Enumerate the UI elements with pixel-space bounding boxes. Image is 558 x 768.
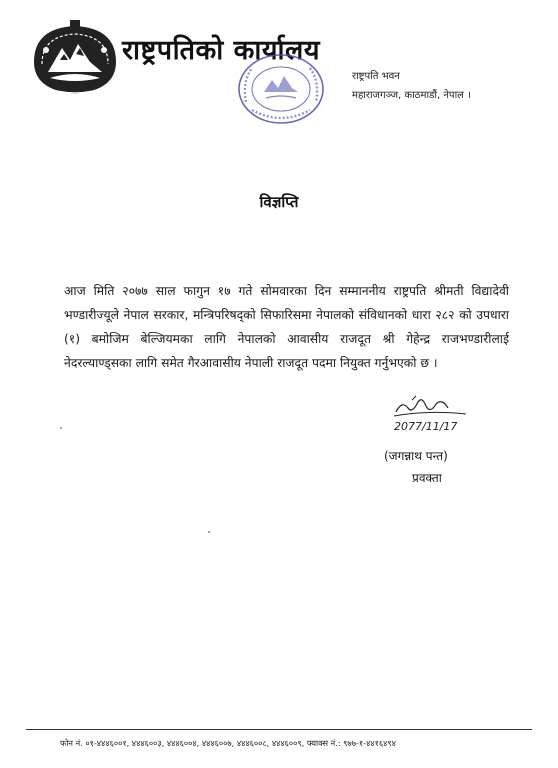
- signature-date: 2077/11/17: [394, 420, 458, 433]
- scan-speck: [60, 427, 62, 429]
- address-line-2: महाराजगञ्ज, काठमाडौं, नेपाल ।: [352, 90, 471, 101]
- notice-heading: विज्ञप्ति: [259, 193, 299, 211]
- address-line-1: राष्ट्रपति भवन: [352, 71, 400, 82]
- spokesperson-name: (जगन्नाथ पन्त): [384, 449, 448, 463]
- official-seal-stamp: [236, 52, 326, 126]
- footer-contact: फोन नं. ०१-४४४६००१, ४४४६००३, ४४४६००४, ४४४६००७, ४४४६००८, ४४४६००९, फ्याक्स नं.: ९७७-१-४४१६४९४: [60, 738, 396, 748]
- nepal-emblem-icon: [30, 20, 120, 100]
- notice-body: आज मिति २०७७ साल फागुन १७ गते सोमवारका दिन सम्माननीय राष्ट्रपति श्रीमती विद्यादेवी भण्डारीज्यूले नेपाल सरकार, मन्त्रिपरिषद्को सिफारिसमा नेपालको संविधानको धारा २८२ को उपधारा (१) बमोजिम बेल्जियमका लागि नेपालको आवासीय राजदूत श्री गेहेन्द्र राजभण्डारीलाई नेदरल्याण्ड्सका लागि समेत गैरआवासीय नेपाली राजदूत पदमा नियुक्त गर्नुभएको छ ।: [64, 284, 509, 370]
- scan-speck: [208, 531, 210, 533]
- handwritten-signature: [392, 394, 470, 420]
- office-title: राष्ट्रपतिको कार्यालय: [122, 35, 320, 66]
- footer-divider: [26, 729, 532, 730]
- spokesperson-designation: प्रवक्ता: [412, 471, 442, 485]
